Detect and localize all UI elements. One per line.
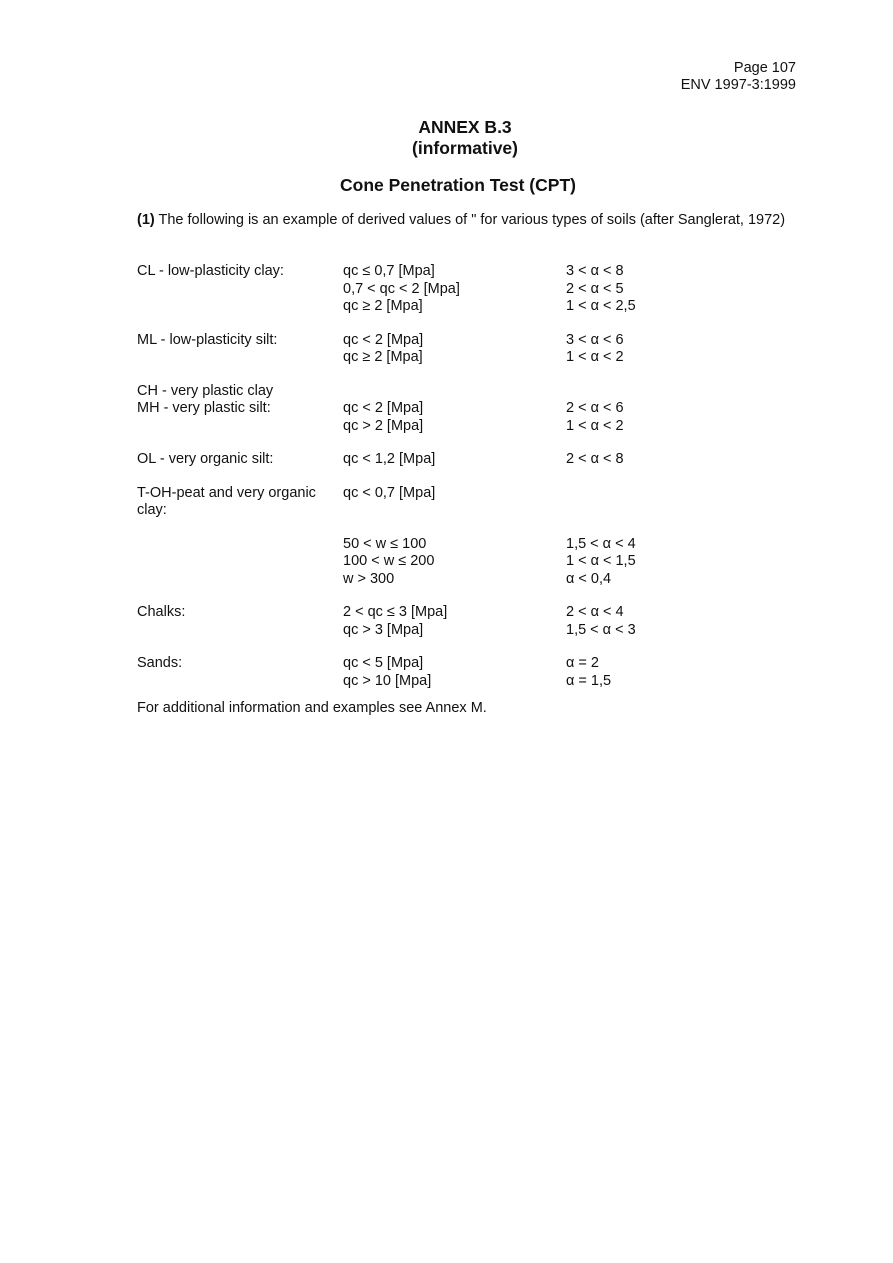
condition-cell: 50 < w ≤ 100 xyxy=(343,535,427,552)
alpha-range-cell: 2 < α < 6 xyxy=(566,400,624,416)
soil-type-cell xyxy=(137,553,343,571)
soil-type-cell: CL - low-plasticity clay: xyxy=(137,263,284,279)
condition-cell: 0,7 < qᴄ < 2 [Mpa] xyxy=(343,280,460,297)
condition-cell: w > 300 xyxy=(343,570,395,587)
condition-cell: qᴄ > 2 [Mpa] xyxy=(343,417,424,434)
alpha-range-cell: 1 < α < 2,5 xyxy=(566,298,636,314)
alpha-range-cell: 1 < α < 2 xyxy=(566,417,624,434)
condition-cell: qᴄ ≤ 0,7 [Mpa] xyxy=(343,263,435,279)
condition-cell: 100 < w ≤ 200 xyxy=(343,553,435,569)
table-row xyxy=(137,536,697,554)
soil-type-cell xyxy=(137,418,343,436)
table-row xyxy=(137,383,697,401)
condition-cell: qᴄ > 10 [Mpa] xyxy=(343,672,432,689)
table-row xyxy=(137,281,697,299)
table-row xyxy=(137,622,697,640)
alpha-range-cell: 3 < α < 6 xyxy=(566,331,624,348)
condition-cell: qᴄ ≥ 2 [Mpa] xyxy=(343,349,423,365)
soil-type-cell: Sands: xyxy=(137,655,183,671)
alpha-range-cell: 1 < α < 2 xyxy=(566,349,624,365)
table-row xyxy=(137,400,697,418)
alpha-range-cell: α < 0,4 xyxy=(566,570,612,587)
alpha-range-cell: 3 < α < 8 xyxy=(566,263,624,279)
table-row xyxy=(137,485,697,503)
soil-type-cell: T-OH-peat and very organic xyxy=(137,484,316,501)
soil-group xyxy=(137,485,697,589)
soil-type-cell: OL - very organic silt: xyxy=(137,451,274,467)
soil-group xyxy=(137,451,697,469)
table-row xyxy=(137,298,697,316)
soil-type-cell: ML - low-plasticity silt: xyxy=(137,331,278,348)
soil-type-cell xyxy=(137,349,343,367)
soil-type-cell: CH - very plastic clay xyxy=(137,382,274,399)
intro-paragraph xyxy=(137,211,787,229)
condition-cell: qᴄ < 2 [Mpa] xyxy=(343,400,424,416)
soil-group xyxy=(137,604,697,639)
alpha-range-cell: 2 < α < 4 xyxy=(566,604,624,620)
table-row xyxy=(137,571,697,589)
annex-subtitle: (informative) xyxy=(412,138,518,158)
condition-cell xyxy=(343,383,566,401)
soil-table xyxy=(137,263,697,706)
soil-type-cell: clay: xyxy=(137,502,167,518)
condition-cell: qᴄ < 5 [Mpa] xyxy=(343,655,424,671)
condition-cell: qᴄ < 0,7 [Mpa] xyxy=(343,484,436,501)
footer-note: For additional information and examples see Annex M. xyxy=(137,700,487,716)
soil-type-cell xyxy=(137,536,343,554)
soil-group xyxy=(137,332,697,367)
page-header xyxy=(681,60,796,94)
condition-cell: qᴄ < 2 [Mpa] xyxy=(343,331,424,348)
alpha-range-cell xyxy=(566,383,697,401)
table-row xyxy=(137,451,697,469)
paragraph-number: (1) xyxy=(137,212,155,228)
table-row xyxy=(137,332,697,350)
annex-title: ANNEX B.3 xyxy=(418,117,512,137)
intro-text: The following is an example of derived values of " for various types of soils (after Sanglerat, 1972) xyxy=(154,212,786,228)
soil-type-cell: MH - very plastic silt: xyxy=(137,400,271,416)
soil-type-cell xyxy=(137,673,343,691)
table-row xyxy=(137,673,697,691)
condition-cell: 2 < qᴄ ≤ 3 [Mpa] xyxy=(343,604,448,620)
condition-cell xyxy=(343,502,566,520)
alpha-range-cell: α = 2 xyxy=(566,655,599,671)
table-row xyxy=(137,418,697,436)
document-id: ENV 1997-3:1999 xyxy=(680,77,796,93)
alpha-range-cell: α = 1,5 xyxy=(566,672,612,689)
soil-group xyxy=(137,655,697,690)
page-number: Page 107 xyxy=(733,60,796,76)
soil-type-cell xyxy=(137,298,343,316)
alpha-range-cell xyxy=(566,502,697,520)
condition-cell: qᴄ < 1,2 [Mpa] xyxy=(343,451,436,467)
alpha-range-cell: 2 < α < 8 xyxy=(566,451,624,467)
condition-cell: qᴄ ≥ 2 [Mpa] xyxy=(343,298,423,314)
soil-type-cell: Chalks: xyxy=(137,604,186,620)
table-row xyxy=(137,553,697,571)
section-title: Cone Penetration Test (CPT) xyxy=(340,175,576,195)
alpha-range-cell: 2 < α < 5 xyxy=(566,280,624,297)
table-row xyxy=(137,655,697,673)
table-row xyxy=(137,263,697,281)
table-row xyxy=(137,502,697,520)
alpha-range-cell xyxy=(566,485,697,503)
table-row xyxy=(137,604,697,622)
table-row xyxy=(137,349,697,367)
soil-type-cell xyxy=(137,281,343,299)
alpha-range-cell: 1,5 < α < 4 xyxy=(566,535,636,552)
soil-type-cell xyxy=(137,622,343,640)
condition-cell: qᴄ > 3 [Mpa] xyxy=(343,621,424,638)
soil-group xyxy=(137,383,697,436)
soil-type-cell xyxy=(137,571,343,589)
soil-group xyxy=(137,263,697,316)
alpha-range-cell: 1 < α < 1,5 xyxy=(566,553,636,569)
alpha-range-cell: 1,5 < α < 3 xyxy=(566,621,636,638)
annex-heading xyxy=(0,117,893,159)
